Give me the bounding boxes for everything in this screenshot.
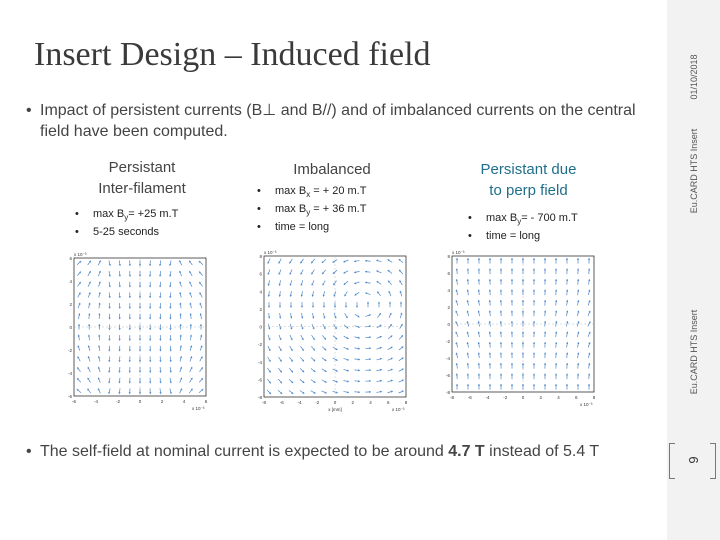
heading-line: Imbalanced <box>293 161 371 178</box>
x-tick-label: -4 <box>297 400 302 405</box>
y-tick-label: -8 <box>445 390 450 395</box>
column-heading-inter-filament <box>72 157 212 199</box>
page-bracket-right <box>710 443 716 479</box>
x-tick-label: 0 <box>333 400 337 405</box>
heading-line: Persistant due <box>480 161 577 178</box>
footer-label-top: Eu.CARD HTS Insert <box>689 128 699 214</box>
y-tick-label: 0 <box>447 322 450 327</box>
y-tick-label: 8 <box>259 254 262 259</box>
x-tick-label: 0 <box>138 399 142 404</box>
list-item: • $\max B_y= - 700$ m.T <box>468 212 578 227</box>
y-tick-label: -8 <box>257 395 262 400</box>
x-axis-label: x [mm] <box>328 407 342 412</box>
x-tick-label: 6 <box>574 395 578 400</box>
bullet-marker: • <box>26 102 32 119</box>
list-item: • time = long <box>257 221 330 234</box>
y-tick-label: -4 <box>445 356 450 361</box>
x-exponent-label: x 10⁻³ <box>392 407 405 412</box>
list-item: • $\max B_y= +25$ m.T <box>75 208 179 223</box>
y-tick-label: 0 <box>69 325 72 330</box>
list-item: • 5-25 seconds <box>75 226 160 239</box>
intro-text: Impact of persistent currents (B⊥ and B//) and of imbalanced currents on the central field have been computed. <box>40 102 636 140</box>
x-tick-label: -2 <box>315 400 320 405</box>
y-tick-label: 8 <box>447 254 450 259</box>
y-tick-label: 2 <box>447 305 450 310</box>
y-exponent-label: x 10⁻³ <box>74 252 87 257</box>
x-tick-label: 2 <box>351 400 355 405</box>
x-tick-label: 8 <box>404 400 408 405</box>
list-item: • time = long <box>468 230 541 243</box>
y-tick-label: -2 <box>445 339 450 344</box>
field-plot-imbalanced <box>252 248 412 413</box>
y-exponent-label: x 10⁻³ <box>452 250 465 255</box>
x-tick-label: 4 <box>557 395 560 400</box>
date-label: 01/10/2018 <box>689 54 699 100</box>
y-tick-label: 6 <box>259 271 262 277</box>
x-tick-label: 6 <box>204 399 208 404</box>
x-tick-label: 0 <box>521 395 525 400</box>
x-exponent-label: x 10⁻³ <box>192 406 205 411</box>
heading-line: Persistant <box>108 159 176 176</box>
conclusion-highlight: 4.7 T <box>448 443 485 460</box>
column-list-perp-field <box>468 211 578 243</box>
y-tick-label: 4 <box>447 288 450 293</box>
page-bracket-left <box>669 443 675 479</box>
y-tick-label: 2 <box>69 302 72 307</box>
x-tick-label: -6 <box>71 399 77 404</box>
x-tick-label: -2 <box>115 399 121 404</box>
y-tick-label: -6 <box>445 373 450 378</box>
list-item: • $\max B_y$ = + 36 m.T <box>257 203 367 218</box>
y-tick-label: 6 <box>447 271 450 276</box>
x-tick-label: -4 <box>93 399 99 404</box>
y-tick-label: -4 <box>257 359 262 365</box>
x-tick-label: -8 <box>261 400 267 405</box>
heading-line: to perp field <box>489 182 568 199</box>
y-tick-label: 0 <box>259 324 262 330</box>
y-tick-label: 2 <box>259 306 262 312</box>
x-tick-label: -6 <box>467 395 472 400</box>
x-tick-label: 8 <box>592 395 596 400</box>
x-tick-label: 2 <box>539 395 543 400</box>
x-tick-label: -8 <box>449 395 455 400</box>
y-tick-label: -6 <box>67 394 72 399</box>
conclusion-text-end: instead of 5.4 T <box>484 443 600 460</box>
column-heading-perp-field <box>456 159 601 201</box>
x-tick-label: 6 <box>386 400 390 405</box>
page-number: 9 <box>686 456 701 464</box>
heading-line: Inter-filament <box>98 180 186 197</box>
x-tick-label: 4 <box>182 399 186 404</box>
field-plot-perp-field <box>440 248 600 408</box>
y-tick-label: -2 <box>257 342 262 348</box>
conclusion-bullet <box>26 441 650 462</box>
x-tick-label: -4 <box>485 395 490 400</box>
y-tick-label: -6 <box>257 377 262 383</box>
column-heading-imbalanced <box>262 159 402 180</box>
conclusion-text: The self-field at nominal current is expected to be around <box>40 443 449 460</box>
intro-bullet <box>26 100 650 142</box>
y-tick-label: 6 <box>69 256 72 261</box>
y-exponent-label: x 10⁻³ <box>264 250 277 255</box>
x-exponent-label: x 10⁻³ <box>580 402 593 407</box>
y-tick-label: 4 <box>259 289 262 295</box>
list-item: • $\max B_x$ = + 20 m.T <box>257 185 367 200</box>
column-list-imbalanced <box>257 184 366 234</box>
x-tick-label: 2 <box>160 399 164 404</box>
y-tick-label: -2 <box>67 348 72 353</box>
slide-title: Insert Design – Induced field <box>34 36 431 73</box>
x-tick-label: -2 <box>503 395 508 400</box>
x-tick-label: 4 <box>369 400 372 405</box>
footer-label-bottom: Eu.CARD HTS Insert <box>689 309 699 395</box>
bullet-marker: • <box>26 443 32 460</box>
x-tick-label: -6 <box>279 400 284 405</box>
y-tick-label: 4 <box>69 279 72 284</box>
y-tick-label: -4 <box>67 371 72 376</box>
column-list-inter-filament <box>75 207 178 239</box>
field-plot-inter-filament <box>62 250 212 412</box>
